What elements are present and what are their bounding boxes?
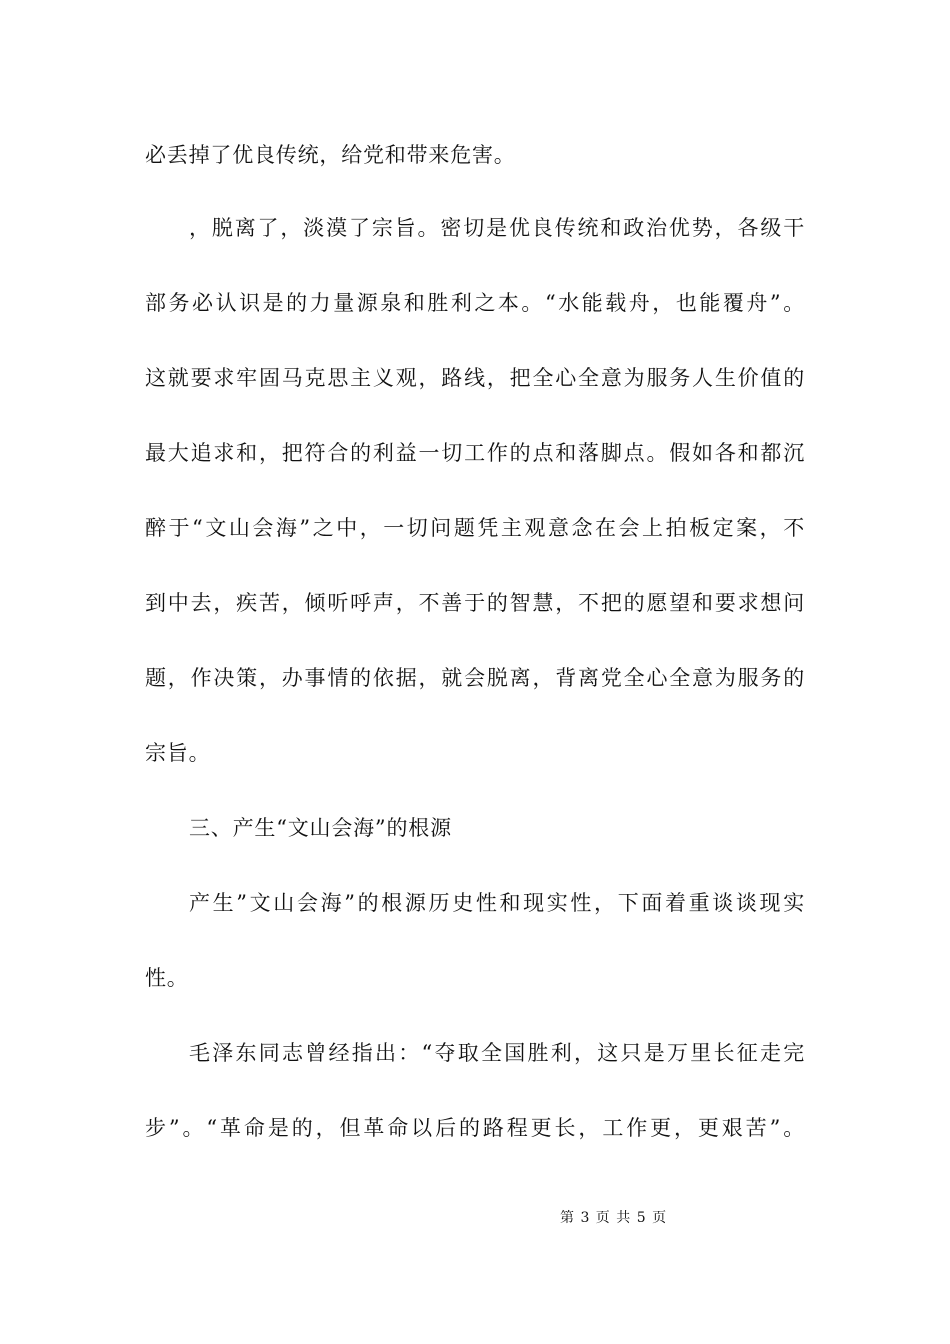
body-line-13: 毛泽东同志曾经指出：“夺取全国胜利，这只是万里长征走完: [189, 1041, 805, 1065]
body-line-3: 部务必认识是的力量源泉和胜利之本。“水能载舟，也能覆舟”。: [145, 291, 805, 315]
body-line-11: 产生”文山会海”的根源历史性和现实性，下面着重谈谈现实: [189, 891, 805, 915]
body-line-2: ，脱离了，淡漠了宗旨。密切是优良传统和政治优势，各级干: [189, 216, 805, 240]
body-line-1: 必丢掉了优良传统，给党和带来危害。: [145, 143, 516, 167]
body-line-14: 步”。“革命是的，但革命以后的路程更长，工作更，更艰苦”。: [145, 1116, 805, 1140]
page-number-footer: 第 3 页 共 5 页: [560, 1210, 668, 1226]
section-heading: 三、产生“文山会海”的根源: [189, 816, 452, 840]
body-line-4: 这就要求牢固马克思主义观，路线，把全心全意为服务人生价值的: [145, 366, 805, 390]
body-line-5: 最大追求和，把符合的利益一切工作的点和落脚点。假如各和都沉: [145, 441, 805, 465]
body-line-9: 宗旨。: [145, 741, 211, 765]
body-line-7: 到中去，疾苦，倾听呼声，不善于的智慧，不把的愿望和要求想问: [145, 591, 805, 615]
body-line-8: 题，作决策，办事情的依据，就会脱离，背离党全心全意为服务的: [145, 666, 805, 690]
body-line-12: 性。: [145, 966, 189, 990]
body-line-6: 醉于“文山会海”之中，一切问题凭主观意念在会上拍板定案，不: [145, 516, 805, 540]
